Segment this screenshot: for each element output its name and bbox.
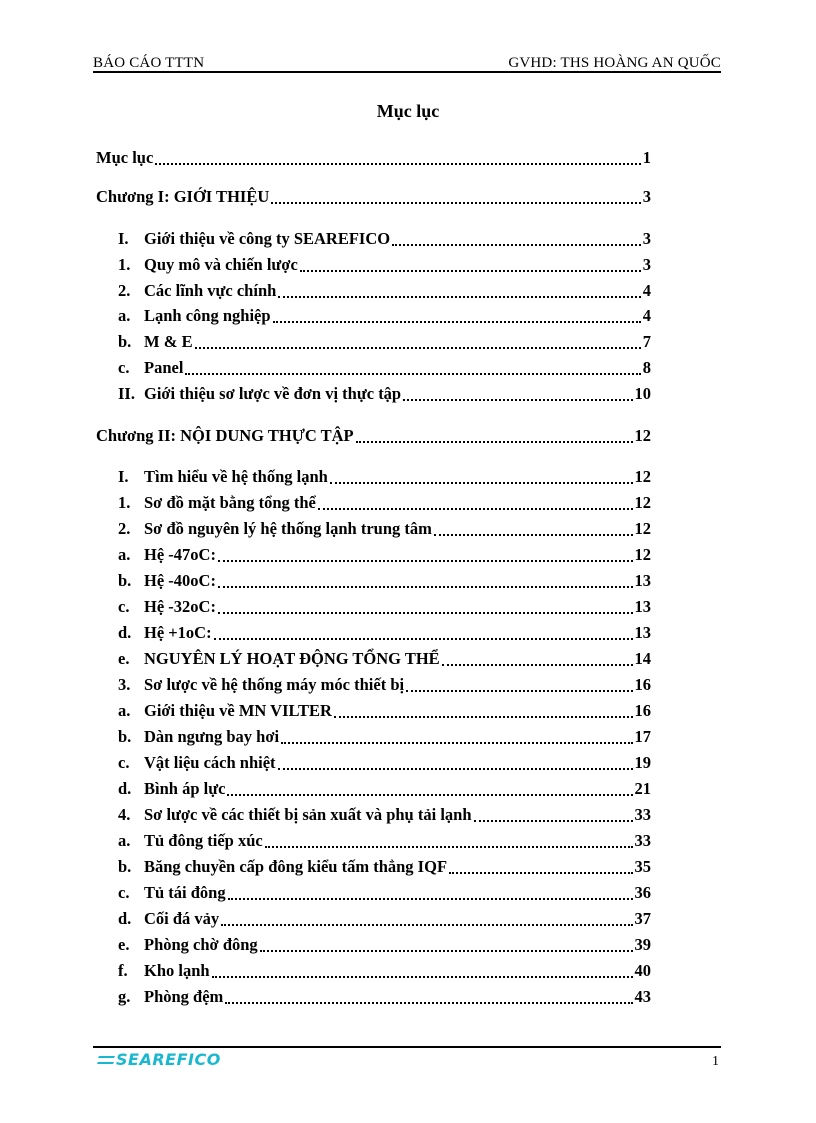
footer-rule <box>93 1046 721 1048</box>
logo-text: SEAREFICO <box>116 1050 221 1069</box>
header-right-text: GVHD: THS HOÀNG AN QUỐC <box>508 55 721 71</box>
toc-entry[interactable] <box>118 567 651 591</box>
toc-entry-number: 2. <box>118 281 131 300</box>
toc-entry-number: b. <box>118 332 132 351</box>
dot-leader <box>185 373 640 375</box>
toc-entry-text: Hệ -32oC: <box>144 597 216 616</box>
toc-entry-text: Hệ +1oC: <box>144 623 212 642</box>
dot-leader <box>227 794 632 796</box>
toc-entry[interactable] <box>96 144 651 168</box>
toc-entry-page: 14 <box>634 649 651 668</box>
toc-entry-text: Hệ -40oC: <box>144 571 216 590</box>
toc-entry[interactable] <box>118 957 651 981</box>
toc-entry-page: 8 <box>642 358 651 377</box>
toc-entry-page: 21 <box>634 779 651 798</box>
toc-entry-number: g. <box>118 987 131 1006</box>
toc-entry[interactable] <box>118 302 651 326</box>
toc-entry-text: Giới thiệu sơ lược về đơn vị thực tập <box>144 384 402 403</box>
dot-leader <box>214 638 633 640</box>
toc-entry-number: c. <box>118 597 130 616</box>
toc-entry[interactable] <box>118 697 651 721</box>
toc-entry-number: 1. <box>118 493 131 512</box>
toc-entry-page: 37 <box>634 909 651 928</box>
toc-entry[interactable] <box>118 645 651 669</box>
toc-entry[interactable] <box>118 801 651 825</box>
toc-entry-page: 36 <box>634 883 651 902</box>
dot-leader <box>334 716 633 718</box>
toc-entry-page: 3 <box>642 187 651 206</box>
toc-entry-page: 3 <box>642 255 651 274</box>
toc-entry-text: M & E <box>144 332 193 351</box>
page-title: Mục lục <box>376 101 440 121</box>
dot-leader <box>265 846 633 848</box>
toc-entry-number: 2. <box>118 519 131 538</box>
toc-entry[interactable] <box>118 489 651 513</box>
toc-entry-number: a. <box>118 701 131 720</box>
toc-entry[interactable] <box>118 931 651 955</box>
toc-entry-text: Tủ tái đông <box>144 883 226 902</box>
dot-leader <box>403 399 632 401</box>
dot-leader <box>442 664 633 666</box>
toc-entry-number: b. <box>118 857 132 876</box>
toc-entry[interactable] <box>118 879 651 903</box>
toc-entry-text: Giới thiệu về MN VILTER <box>144 701 332 720</box>
toc-entry-page: 4 <box>642 281 651 300</box>
dot-leader <box>392 244 641 246</box>
toc-entry-text: Cối đá vảy <box>144 909 220 928</box>
toc-entry-text: Giới thiệu về công ty SEAREFICO <box>144 229 391 248</box>
toc-entry-number: 1. <box>118 255 131 274</box>
header-rule <box>93 71 721 73</box>
toc-entry-number: e. <box>118 935 130 954</box>
toc-entry-text: Chương II: NỘI DUNG THỰC TẬP <box>96 426 354 445</box>
dot-leader <box>318 508 633 510</box>
toc-entry-page: 1 <box>642 148 651 167</box>
dot-leader <box>434 534 633 536</box>
toc-entry-page: 12 <box>634 519 651 538</box>
toc-entry[interactable] <box>118 671 651 695</box>
dot-leader <box>356 441 633 443</box>
dot-leader <box>218 560 633 562</box>
toc-entry-page: 4 <box>642 306 651 325</box>
toc-entry-page: 12 <box>634 493 651 512</box>
toc-entry-text: Các lĩnh vực chính <box>144 281 277 300</box>
page-header <box>93 52 721 72</box>
toc-entry-number: I. <box>118 229 129 248</box>
logo-mark-icon <box>97 1054 115 1066</box>
toc-entry-text: Kho lạnh <box>144 961 210 980</box>
toc-entry-text: Băng chuyền cấp đông kiểu tấm thẳng IQF <box>144 857 448 876</box>
toc-entry-number: d. <box>118 909 132 928</box>
dot-leader <box>281 742 632 744</box>
toc-entry-text: Hệ -47oC: <box>144 545 216 564</box>
toc-entry-page: 33 <box>634 831 651 850</box>
dot-leader <box>195 347 641 349</box>
toc-entry-number: c. <box>118 883 130 902</box>
dot-leader <box>273 321 641 323</box>
dot-leader <box>218 612 633 614</box>
toc-entry[interactable] <box>118 983 651 1007</box>
toc-entry[interactable] <box>96 422 651 446</box>
dot-leader <box>300 270 641 272</box>
dot-leader <box>474 820 633 822</box>
dot-leader <box>406 690 632 692</box>
toc-entry[interactable] <box>118 749 651 773</box>
toc-entry-page: 16 <box>634 701 651 720</box>
dot-leader <box>271 202 641 204</box>
dot-leader <box>228 898 633 900</box>
dot-leader <box>155 163 640 165</box>
dot-leader <box>449 872 632 874</box>
toc-entry-text: Tủ đông tiếp xúc <box>144 831 263 850</box>
toc-entry-number: c. <box>118 753 130 772</box>
dot-leader <box>260 950 633 952</box>
toc-entry-page: 12 <box>634 467 651 486</box>
toc-entry[interactable] <box>118 277 651 301</box>
page-number: 1 <box>712 1054 719 1069</box>
toc-entry-text: Phòng chờ đông <box>144 935 258 954</box>
toc-entry[interactable] <box>118 328 651 352</box>
dot-leader <box>225 1002 632 1004</box>
toc-entry[interactable] <box>118 380 651 404</box>
dot-leader <box>278 768 633 770</box>
toc-entry-page: 13 <box>634 597 651 616</box>
toc-entry-page: 43 <box>634 987 651 1006</box>
dot-leader <box>221 924 632 926</box>
toc-entry-number: b. <box>118 571 132 590</box>
toc-entry-text: Bình áp lực <box>144 779 226 798</box>
toc-entry[interactable] <box>118 853 651 877</box>
toc-entry-page: 7 <box>642 332 651 351</box>
toc-entry-text: Vật liệu cách nhiệt <box>144 753 276 772</box>
toc-entry-number: a. <box>118 831 131 850</box>
toc-entry-number: d. <box>118 623 132 642</box>
toc-entry-page: 16 <box>634 675 651 694</box>
toc-entry[interactable] <box>118 827 651 851</box>
toc-entry-page: 13 <box>634 571 651 590</box>
toc-entry-page: 19 <box>634 753 651 772</box>
toc-entry[interactable] <box>118 354 651 378</box>
toc-entry-text: Sơ đồ nguyên lý hệ thống lạnh trung tâm <box>144 519 432 538</box>
toc-entry-page: 40 <box>634 961 651 980</box>
toc-entry-text: Quy mô và chiến lược <box>144 255 298 274</box>
dot-leader <box>278 296 640 298</box>
toc-entry[interactable] <box>118 251 651 275</box>
toc-entry-page: 10 <box>634 384 651 403</box>
toc-entry-number: 3. <box>118 675 131 694</box>
dot-leader <box>330 482 633 484</box>
dot-leader <box>218 586 633 588</box>
toc-entry[interactable] <box>96 183 651 207</box>
header-left-text: BÁO CÁO TTTN <box>93 55 205 71</box>
toc-entry-text: Sơ đồ mặt bằng tổng thể <box>144 493 316 512</box>
toc-entry-number: I. <box>118 467 129 486</box>
toc-entry[interactable] <box>118 225 651 249</box>
toc-entry-text: Phòng đệm <box>144 987 224 1006</box>
toc-entry-page: 35 <box>634 857 651 876</box>
toc-entry-number: a. <box>118 545 131 564</box>
toc-entry[interactable] <box>118 541 651 565</box>
toc-entry-number: e. <box>118 649 130 668</box>
toc-entry[interactable] <box>118 463 651 487</box>
toc-entry-number: b. <box>118 727 132 746</box>
toc-entry[interactable] <box>118 723 651 747</box>
toc-entry-text: Tìm hiểu về hệ thống lạnh <box>144 467 328 486</box>
toc-entry-number: II. <box>118 384 135 403</box>
toc-entry-page: 3 <box>642 229 651 248</box>
toc-entry[interactable] <box>118 515 651 539</box>
toc-entry-text: Chương I: GIỚI THIỆU <box>96 187 270 206</box>
toc-entry-page: 33 <box>634 805 651 824</box>
toc-entry[interactable] <box>118 619 651 643</box>
toc-entry[interactable] <box>118 775 651 799</box>
toc-entry-number: 4. <box>118 805 131 824</box>
toc-entry-number: f. <box>118 961 128 980</box>
toc-entry-text: Sơ lược về các thiết bị sản xuất và phụ tải lạnh <box>144 805 472 824</box>
toc-entry-page: 39 <box>634 935 651 954</box>
toc-entry-text: NGUYÊN LÝ HOẠT ĐỘNG TỔNG THỂ <box>144 649 440 668</box>
toc-entry-text: Mục lục <box>96 148 154 167</box>
toc-entry-text: Panel <box>144 358 184 377</box>
toc-entry-page: 17 <box>634 727 651 746</box>
searefico-logo <box>97 1050 221 1069</box>
toc-entry-page: 12 <box>634 426 651 445</box>
toc-entry-number: d. <box>118 779 132 798</box>
toc-entry-page: 13 <box>634 623 651 642</box>
toc-entry[interactable] <box>118 905 651 929</box>
toc-entry-text: Lạnh công nghiệp <box>144 306 271 325</box>
toc-entry-number: c. <box>118 358 130 377</box>
toc-entry-text: Dàn ngưng bay hơi <box>144 727 280 746</box>
dot-leader <box>212 976 633 978</box>
toc-entry[interactable] <box>118 593 651 617</box>
toc-entry-text: Sơ lược về hệ thống máy móc thiết bị <box>144 675 405 694</box>
toc-entry-number: a. <box>118 306 131 325</box>
toc-entry-page: 12 <box>634 545 651 564</box>
